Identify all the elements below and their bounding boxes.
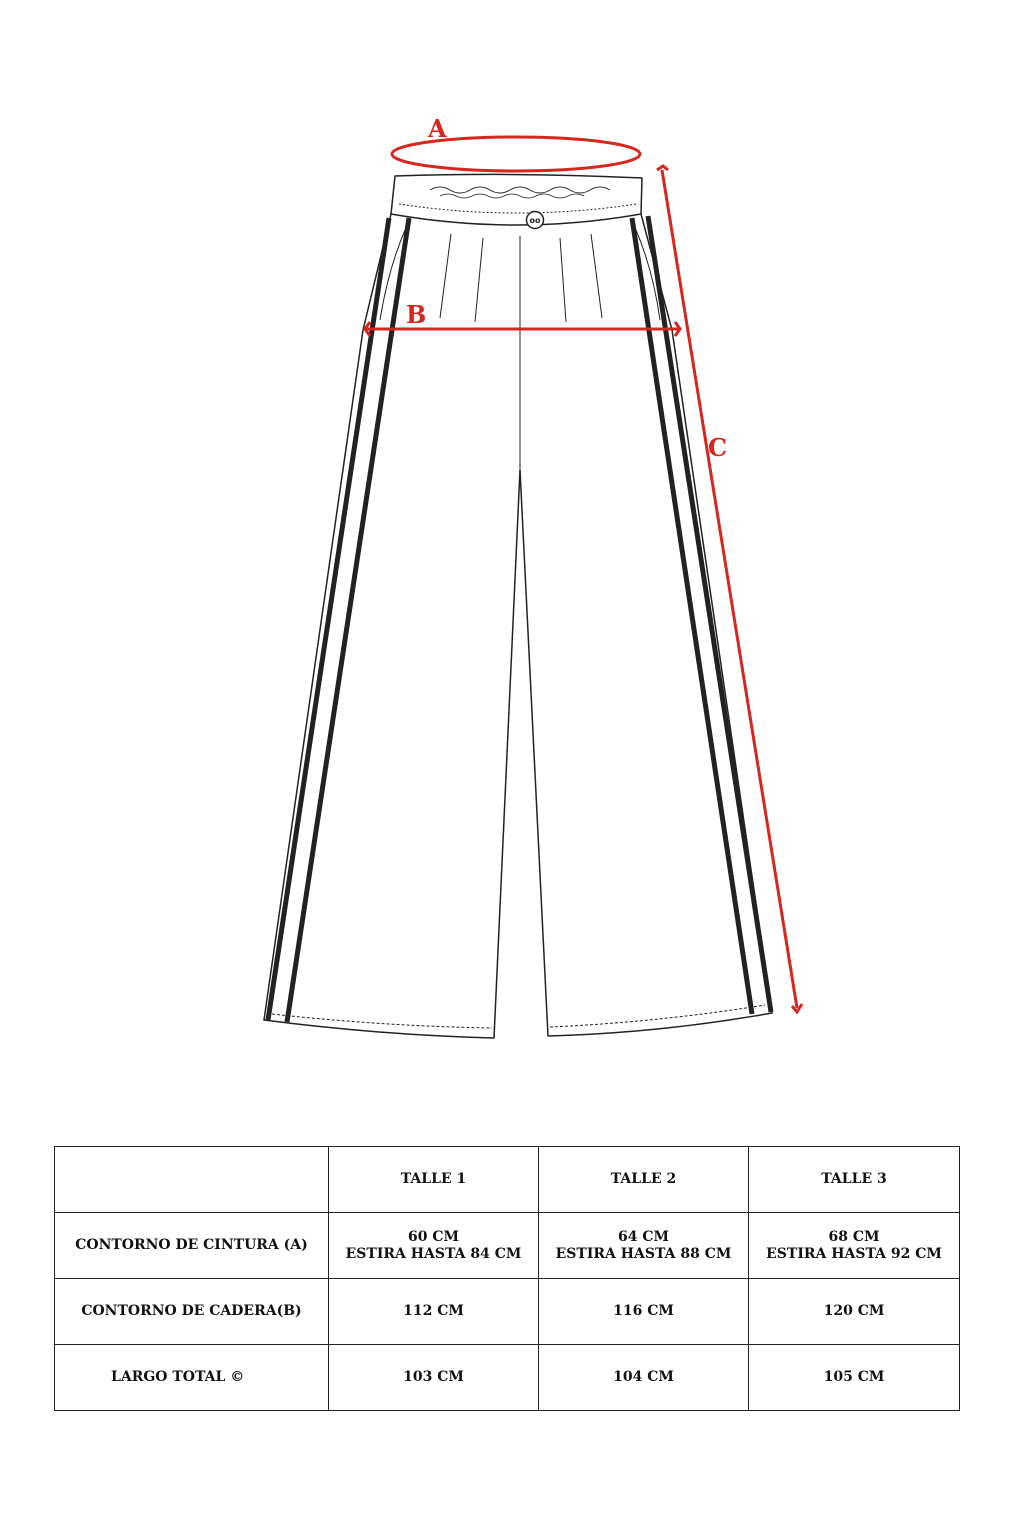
svg-text:oo: oo <box>529 216 541 225</box>
table-cell: 103 CM <box>329 1345 539 1411</box>
row-label-hip: CONTORNO DE CADERA(B) <box>55 1279 329 1345</box>
table-cell: 112 CM <box>329 1279 539 1345</box>
table-cell: 120 CM <box>749 1279 960 1345</box>
table-header-cell <box>55 1147 329 1213</box>
table-cell: 116 CM <box>539 1279 749 1345</box>
cell-value: 64 CM <box>618 1228 669 1245</box>
cell-note: ESTIRA HASTA 84 CM <box>345 1245 522 1262</box>
table-cell: 105 CM <box>749 1345 960 1411</box>
table-cell <box>329 1213 539 1279</box>
table-header-cell: TALLE 1 <box>329 1147 539 1213</box>
waist-button-icon <box>527 212 544 229</box>
label-b: B <box>406 300 427 329</box>
cell-value: 60 CM <box>408 1228 459 1245</box>
table-cell: 104 CM <box>539 1345 749 1411</box>
right-stripe-outer <box>648 216 771 1012</box>
cell-value: 68 CM <box>828 1228 880 1245</box>
table-cell <box>749 1213 960 1279</box>
left-stripe-outer <box>268 218 389 1020</box>
row-label-length: LARGO TOTAL © <box>55 1345 329 1411</box>
left-stripe-inner <box>287 218 409 1022</box>
table-header-cell: TALLE 3 <box>749 1147 960 1213</box>
table-row <box>55 1279 960 1345</box>
label-c: C <box>708 433 728 462</box>
row-label-waist: CONTORNO DE CINTURA (A) <box>55 1213 329 1279</box>
table-header-cell: TALLE 2 <box>539 1147 749 1213</box>
cell-note: ESTIRA HASTA 92 CM <box>766 1245 942 1262</box>
table-row <box>55 1213 960 1279</box>
pants-outline <box>264 174 772 1038</box>
table-cell <box>539 1213 749 1279</box>
cell-note: ESTIRA HASTA 88 CM <box>555 1245 732 1262</box>
label-a: A <box>428 114 447 143</box>
table-header-row <box>55 1147 960 1213</box>
table-row <box>55 1345 960 1411</box>
length-measure-line <box>657 166 802 1012</box>
size-table <box>54 1146 960 1411</box>
